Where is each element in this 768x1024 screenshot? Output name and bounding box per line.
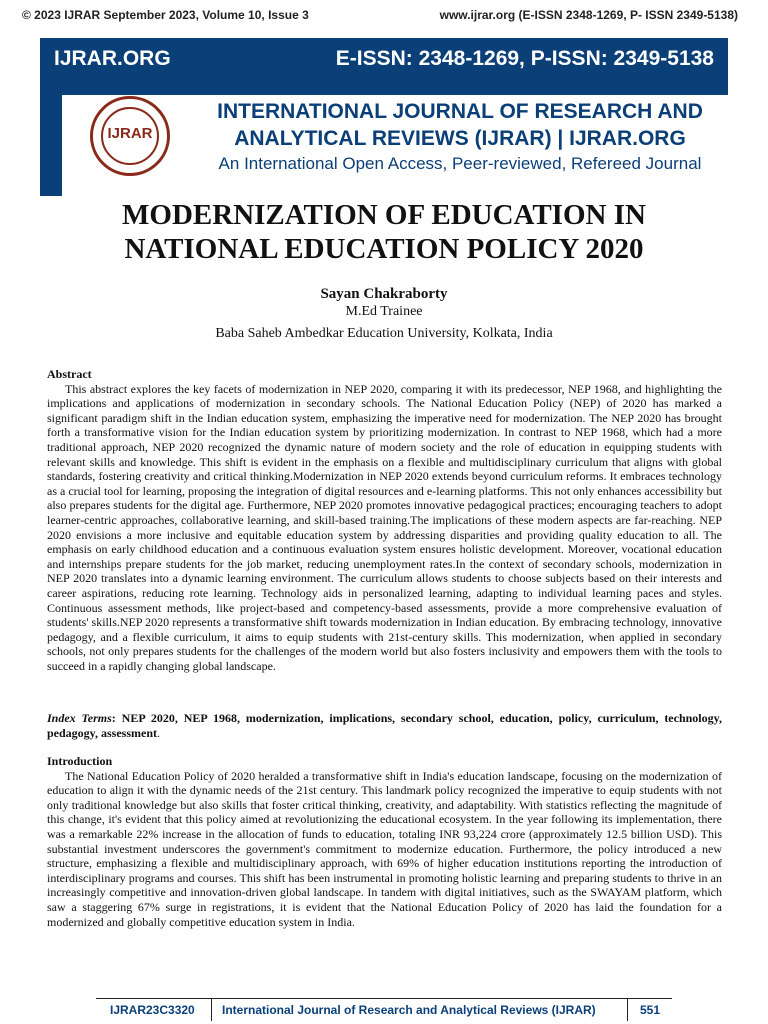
logo-text: IJRAR	[107, 125, 153, 142]
footer-journal: International Journal of Research and Analytical Reviews (IJRAR)	[212, 999, 628, 1021]
author-role: M.Ed Trainee	[345, 304, 423, 319]
copyright-line: © 2023 IJRAR September 2023, Volume 10, Issue 3	[22, 8, 309, 22]
paper-title: MODERNIZATION OF EDUCATION IN NATIONAL EDUCATION POLICY 2020	[122, 199, 646, 265]
introduction-text: The National Education Policy of 2020 heralded a transformative shift in India's education landscape, focusing on the modernization of education to align it with the dynamic needs of the 21st century. This landmark policy recognized the imperative to equip students with not only traditional knowledge but also skills that foster critical thinking, creativity, and adaptability. With statistics reflecting the magnitude of this change, it's evident that this policy aimed at revolutionizing the educational ecosystem. In the year following its implementation, there was a remarkable 22% increase in the allocation of funds to education, totaling INR 93,224 crore (approximately 12.5 billion USD). This substantial investment underscores the government's commitment to modernize education. Furthermore, the policy introduced a new structure, emphasizing a flexible and multidisciplinary approach, with 69% of higher education institutions reporting the introduction of interdisciplinary programs and courses. This shift has been instrumental in promoting holistic learning and preparing students to thrive in an increasingly competitive and innovation-driven global landscape. In tandem with digital initiatives, such as the SWAYAM platform, which saw a staggering 67% surge in registrations, it is evident that the National Education Policy of 2020 has laid the foundation for a modernized and globally competitive education system in India.	[47, 768, 722, 929]
journal-title: INTERNATIONAL JOURNAL OF RESEARCH AND ANALYTICAL REVIEWS (IJRAR) | IJRAR.ORG	[217, 100, 703, 150]
index-terms-list: NEP 2020, NEP 1968, modernization, implications, secondary school, education, policy, curriculum, technology, pedagogy, assessment	[47, 711, 722, 740]
running-header	[22, 8, 738, 22]
introduction-section	[47, 754, 722, 929]
index-terms-label: Index Terms	[47, 711, 112, 725]
ijrar-logo	[90, 96, 170, 176]
banner-issn: E-ISSN: 2348-1269, P-ISSN: 2349-5138	[335, 47, 714, 70]
author-name: Sayan Chakraborty	[320, 286, 448, 302]
journal-banner	[40, 38, 728, 196]
banner-site: IJRAR.ORG	[54, 47, 171, 70]
abstract-section	[47, 367, 722, 673]
site-line: www.ijrar.org (E-ISSN 2348-1269, P- ISSN 2349-5138)	[439, 8, 738, 22]
page-footer	[96, 998, 672, 1021]
abstract-heading: Abstract	[47, 367, 92, 381]
footer-paper-id: IJRAR23C3320	[96, 999, 212, 1021]
author-affiliation: Baba Saheb Ambedkar Education University, Kolkata, India	[215, 326, 553, 341]
introduction-heading: Introduction	[47, 754, 113, 768]
abstract-text: This abstract explores the key facets of modernization in NEP 2020, comparing it with its predecessor, NEP 1968, and highlighting the implications and applications of modernization in secondary schools. The National Education Policy (NEP) of 2020 has marked a significant paradigm shift in the Indian education system, emphasizing the imperative need for modernization. The NEP 2020 has brought forth a transformative vision for the Indian education system by prioritizing modernization. In contrast to NEP 1968, which had a more traditional approach, NEP 2020 recognized the dynamic nature of modern society and the role of education in equipping students with relevant skills and knowledge. This shift is evident in the emphasis on a flexible and multidisciplinary curriculum that aligns with global standards, fostering creativity and critical thinking.Modernization in NEP 2020 extends beyond curriculum reforms. It embraces technology as a crucial tool for learning, proposing the integration of digital resources and e-learning platforms. This not only enhances accessibility but also prepares students for the digital age. Furthermore, NEP 2020 promotes innovative pedagogical practices; encouraging teachers to adopt learner-centric approaches, collaborative learning, and skill-based training.The implications of these modern aspects are far-reaching. NEP 2020 envisions a more inclusive and equitable education system by addressing disparities and providing quality education to all. The emphasis on early childhood education and a continuous evaluation system ensures holistic development. Moreover, vocational education and internships prepare students for the job market, reducing unemployment rates.In the context of secondary schools, modernization in NEP 2020 translates into a dynamic learning environment. The curriculum allows students to choose subjects based on their interests and career aspirations, reducing rote learning. Technology aids in personalized learning, adapting to individual learning paces and styles. Continuous assessment methods, like project-based and competency-based assessments, provide a more comprehensive evaluation of students' skills.NEP 2020 represents a transformative shift towards modernization in Indian education. By embracing technology, innovative pedagogy, and a flexible curriculum, it aims to equip students with 21st-century skills. This modernization, when applied in secondary schools, not only prepares students for the challenges of the modern world but also fosters inclusivity and empowers them with the tools to succeed in a rapidly changing global landscape.	[47, 381, 722, 673]
footer-page-number: 551	[640, 1003, 661, 1017]
journal-subtitle: An International Open Access, Peer-reviewed, Refereed Journal	[218, 154, 702, 173]
index-terms: Index Terms: NEP 2020, NEP 1968, modernization, implications, secondary school, education, policy, curriculum, technology, pedagogy, assessment.	[47, 711, 722, 740]
